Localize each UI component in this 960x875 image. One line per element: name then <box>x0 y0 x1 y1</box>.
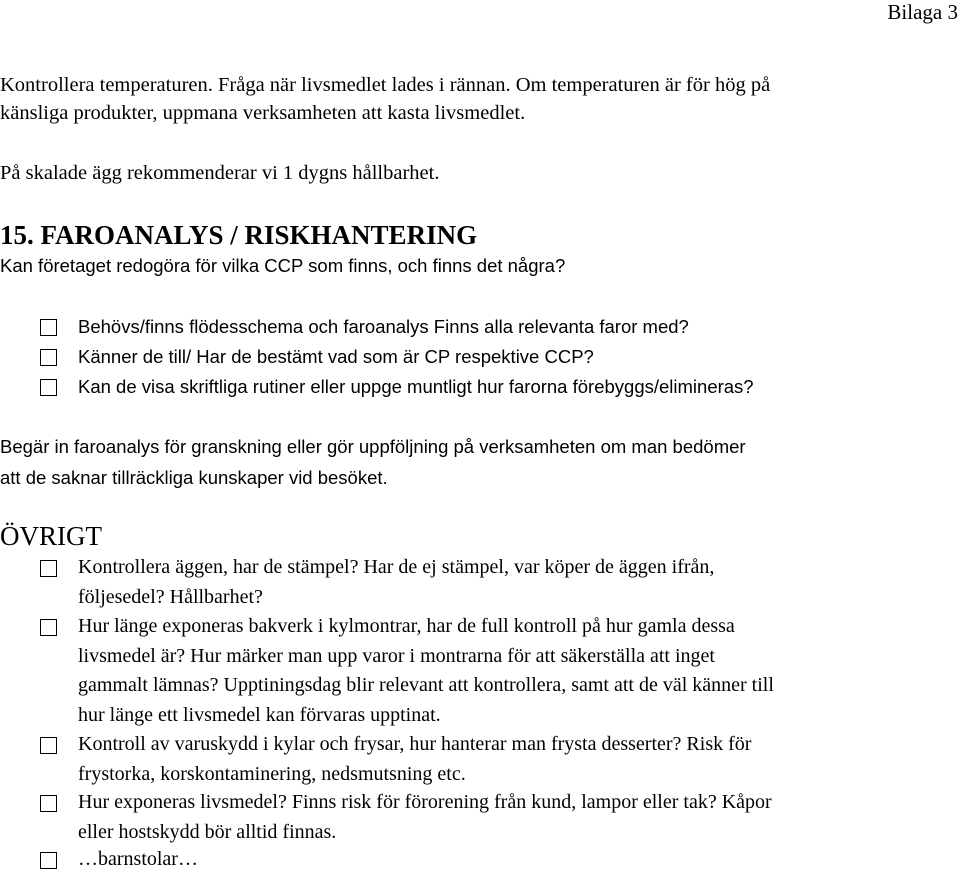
followup-line-2: att de saknar tillräckliga kunskaper vid besöket. <box>0 467 388 488</box>
checklist-item <box>40 845 938 875</box>
checklist-item-line: livsmedel är? Hur märker man upp varor i montrarna för att säkerställa att inget <box>78 644 715 667</box>
checklist-item-line: …barnstolar… <box>78 848 198 870</box>
checklist-item-line: Kontroll av varuskydd i kylar och frysar, hur hanterar man frysta desserter? Risk för <box>78 733 752 755</box>
checkbox-icon[interactable] <box>40 619 57 636</box>
section-15-question: Kan företaget redogöra för vilka CCP som finns, och finns det några? <box>0 255 566 276</box>
ovrigt-title: ÖVRIGT <box>0 521 102 551</box>
checklist-item <box>40 342 594 371</box>
checkbox-icon[interactable] <box>40 737 57 754</box>
checklist-item-text: Känner de till/ Har de bestämt vad som är CP respektive CCP? <box>78 346 594 367</box>
intro-line-1: Kontrollera temperaturen. Fråga när livsmedlet lades i rännan. Om temperaturen är för hög på <box>0 74 771 96</box>
checkbox-icon[interactable] <box>40 795 57 812</box>
appendix-label: Bilaga 3 <box>887 0 958 24</box>
checklist-item <box>40 312 689 341</box>
checklist-item-line: Hur exponeras livsmedel? Finns risk för förorening från kund, lampor eller tak? Kåpor <box>78 791 772 813</box>
checklist-item-line: Hur länge exponeras bakverk i kylmontrar, har de full kontroll på hur gamla dessa <box>78 615 735 637</box>
checklist-item-line: Kontrollera äggen, har de stämpel? Har de ej stämpel, var köper de äggen ifrån, <box>78 556 715 578</box>
checkbox-icon[interactable] <box>40 379 57 396</box>
checklist-item-line: följesedel? Hållbarhet? <box>78 585 263 608</box>
section-15-title: 15. FAROANALYS / RISKHANTERING <box>0 220 478 250</box>
checkbox-icon[interactable] <box>40 560 57 577</box>
checklist-item-line: gammalt lämnas? Upptiningsdag blir relevant att kontrollera, samt att de väl känner till <box>78 674 774 696</box>
checkbox-icon[interactable] <box>40 852 57 869</box>
eggs-recommendation: På skalade ägg rekommenderar vi 1 dygns hållbarhet. <box>0 162 440 184</box>
checklist-item-line: eller hostskydd bör alltid finnas. <box>78 820 337 843</box>
checklist-item-text: Behövs/finns flödesschema och faroanalys Finns alla relevanta faror med? <box>78 316 689 337</box>
checklist-item <box>40 372 754 401</box>
checklist-item <box>40 553 938 612</box>
checklist-item-text: Kan de visa skriftliga rutiner eller uppge muntligt hur farorna förebyggs/elimineras? <box>78 376 754 397</box>
intro-line-2: känsliga produkter, uppmana verksamheten att kasta livsmedlet. <box>0 102 526 124</box>
checkbox-icon[interactable] <box>40 349 57 366</box>
followup-line-1: Begär in faroanalys för granskning eller gör uppföljning på verksamheten om man bedömer <box>0 436 746 457</box>
checkbox-icon[interactable] <box>40 319 57 336</box>
checklist-item <box>40 612 938 730</box>
checklist-item-line: frystorka, korskontaminering, nedsmutsning etc. <box>78 762 466 785</box>
checklist-item <box>40 730 938 789</box>
checklist-item-line: hur länge ett livsmedel kan förvaras upptinat. <box>78 703 441 726</box>
checklist-item <box>40 788 938 847</box>
